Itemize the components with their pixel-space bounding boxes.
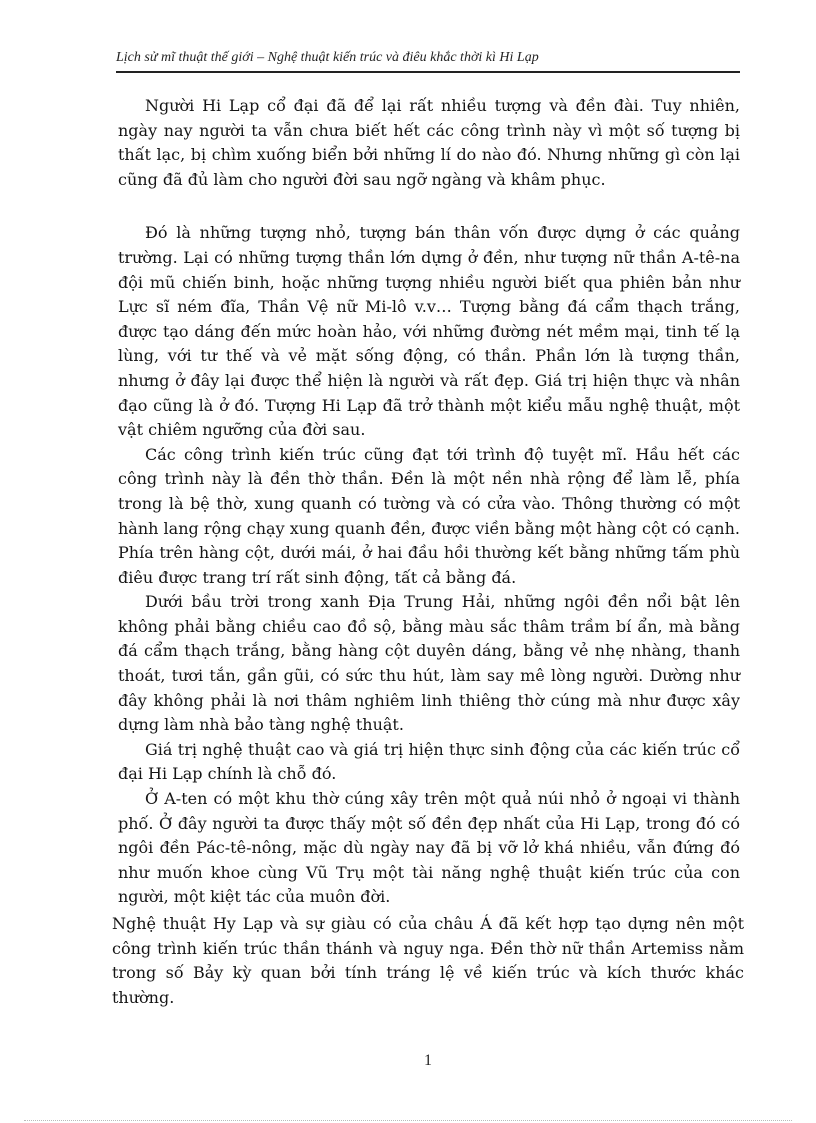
paragraph-statues: Đó là những tượng nhỏ, tượng bán thân vốn được dựng ở các quảng trường. Lại có những tượng thần lớn dựng ở đền, như tượng nữ thần A-tê-na đội mũ chiến binh, hoặc những tượng nhiều người biết qua phiên bản như Lực sĩ ném đĩa, Thần Vệ nữ Mi-lô v.v… Tượng bằng đá cẩm thạch trắng, được tạo dáng đến mức hoàn hảo, với những đường nét mềm mại, tinh tế lạ lùng, với tư thế và vẻ mặt sống động, có thần. Phần lớn là tượng thần, nhưng ở đây lại được thể hiện là người và rất đẹp. Giá trị hiện thực và nhân đạo cũng là ở đó. Tượng Hi Lạp đã trở thành một kiểu mẫu nghệ thuật, một vật chiêm ngưỡng của đời sau.	[118, 223, 740, 440]
document-body	[112, 94, 744, 1010]
running-header: Lịch sử mĩ thuật thế giới – Nghệ thuật kiến trúc và điêu khắc thời kì Hi Lạp	[116, 50, 539, 65]
paragraph-architecture: Các công trình kiến trúc cũng đạt tới trình độ tuyệt mĩ. Hầu hết các công trình này là đền thờ thần. Đền là một nền nhà rộng để làm lễ, phía trong là bệ thờ, xung quanh có tường và có cửa vào. Thông thường có một hành lang rộng chạy xung quanh đền, được viền bằng một hàng cột có cạnh. Phía trên hàng cột, dưới mái, ở hai đầu hồi thường kết bằng những tấm phù điêu được trang trí rất sinh động, tất cả bằng đá.	[118, 444, 740, 587]
page-number: 1	[424, 1052, 432, 1069]
paragraph-athens: Ở A-ten có một khu thờ cúng xây trên một quả núi nhỏ ở ngoại vi thành phố. Ở đây người ta được thấy một số đền đẹp nhất của Hi Lạp, trong đó có ngôi đền Pác-tê-nông, mặc dù ngày nay đã bị vỡ lở khá nhiều, vẫn đứng đó như muốn khoe cùng Vũ Trụ một tài năng nghệ thuật kiến trúc của con người, một kiệt tác của muôn đời.	[118, 789, 740, 907]
paragraph-temples: Dưới bầu trời trong xanh Địa Trung Hải, những ngôi đền nổi bật lên không phải bằng chiều cao đồ sộ, bằng màu sắc thâm trầm bí ẩn, mà bằng đá cẩm thạch trắng, bằng hàng cột duyên dáng, bằng vẻ nhẹ nhàng, thanh thoát, tươi tắn, gần gũi, có sức thu hút, làm say mê lòng người. Dường như đây không phải là nơi thâm nghiêm linh thiêng thờ cúng mà như được xây dựng làm nhà bảo tàng nghệ thuật.	[118, 592, 740, 735]
page-bottom-border	[24, 1120, 792, 1121]
header-rule	[116, 71, 740, 73]
paragraph-artemis: Nghệ thuật Hy Lạp và sự giàu có của châu Á đã kết hợp tạo dựng nên một công trình kiến trúc thần thánh và nguy nga. Đền thờ nữ thần Artemiss nằm trong số Bảy kỳ quan bởi tính tráng lệ về kiến trúc và kích thước khác thường.	[112, 914, 744, 1007]
paragraph-value: Giá trị nghệ thuật cao và giá trị hiện thực sinh động của các kiến trúc cổ đại Hi Lạp chính là chỗ đó.	[118, 739, 740, 784]
paragraph-intro: Người Hi Lạp cổ đại đã để lại rất nhiều tượng và đền đài. Tuy nhiên, ngày nay người ta vẫn chưa biết hết các công trình này vì một số tượng bị thất lạc, bị chìm xuống biển bởi những lí do nào đó. Nhưng những gì còn lại cũng đã đủ làm cho người đời sau ngỡ ngàng và khâm phục.	[118, 96, 740, 189]
